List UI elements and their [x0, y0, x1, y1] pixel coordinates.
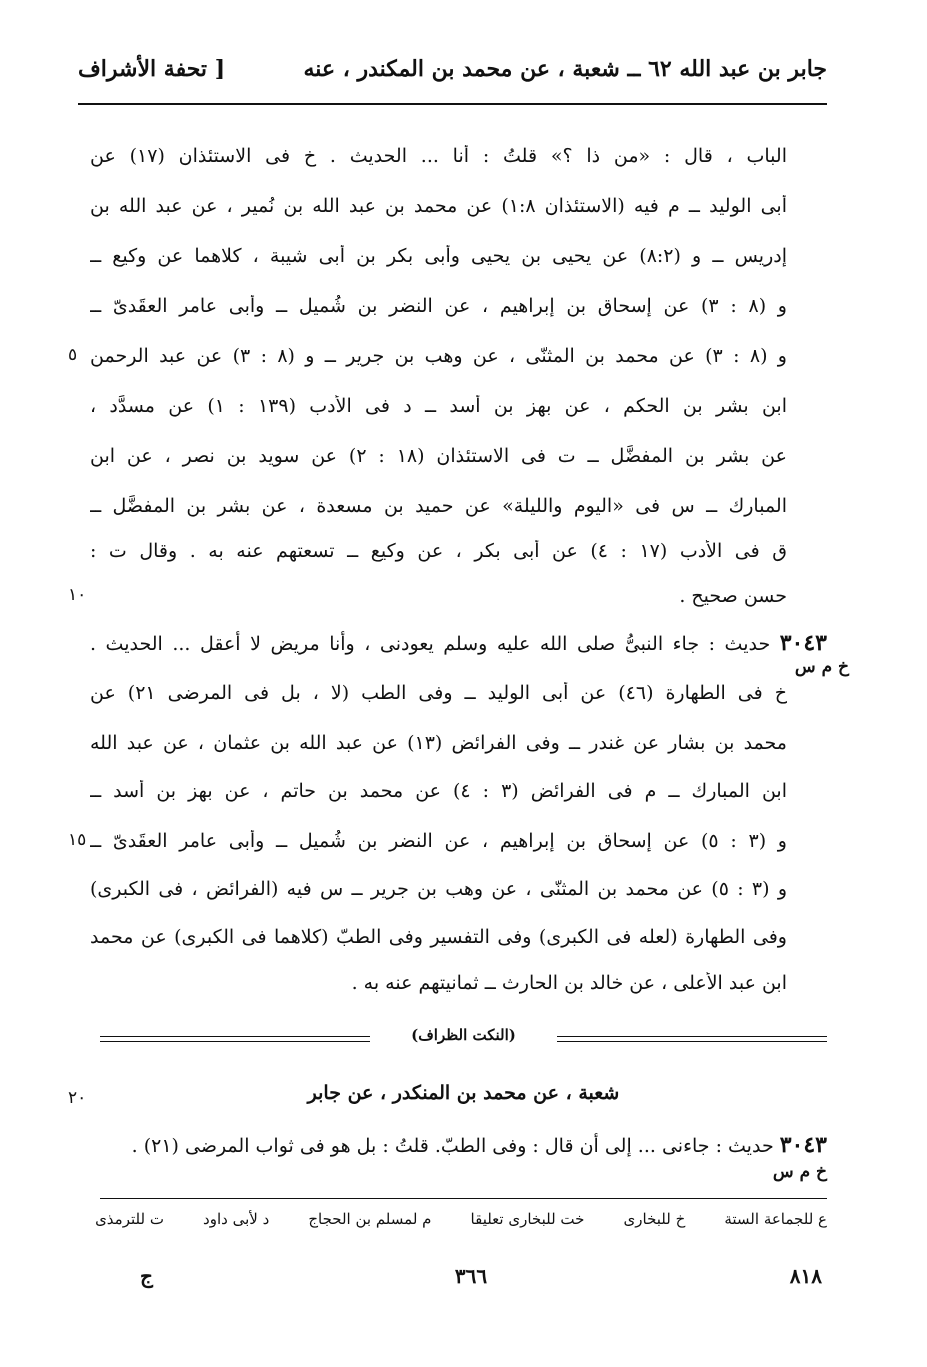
- section-divider: [100, 1026, 827, 1046]
- entry-number: ٣٠٤٣: [779, 630, 827, 656]
- text-line: و (٣ : ٥) عن إسحاق بن إبراهيم ، عن النضر بن شُميل ــ وأبى عامر العقَدىّ ــ: [90, 830, 787, 852]
- divider-rule: [557, 1036, 827, 1042]
- abbreviation-item: ت للترمذى: [95, 1210, 164, 1228]
- text-line: ابن بشر بن الحكم ، عن بهز بن أسد ــ د فى الأدب (١٣٩ : ١) عن مسدَّد ،: [90, 395, 787, 417]
- header-book-title: [ تحفة الأشراف: [78, 56, 226, 82]
- line-marker: ١٠: [68, 585, 87, 605]
- text-line: و (٨ : ٣) عن إسحاق بن إبراهيم ، عن النضر بن شُميل ــ وأبى عامر العقَدىّ ــ: [90, 295, 787, 317]
- abbreviation-item: م لمسلم بن الحجاج: [308, 1210, 432, 1228]
- page-footer: [120, 1264, 822, 1294]
- text-line: محمد بن بشار عن غندر ــ وفى الفرائض (١٣) عن عبد الله بن عثمان ، عن عبد الله: [90, 732, 787, 754]
- text-line: الباب ، قال : «من ذا ؟» قلتُ : أنا ... الحديث . خ فى الاستئذان (١٧) عن: [90, 145, 787, 167]
- text-line: ق فى الأدب (١٧ : ٤) عن أبى بكر ، عن وكيع ــ تسعتهم عنه به . وقال ت :: [90, 540, 787, 562]
- text-line: و (٨ : ٣) عن محمد بن المثنّى ، عن وهب بن جرير ــ و (٨ : ٣) عن عبد الرحمن: [90, 345, 787, 367]
- entry-note-text: حديث : جاءنى ... إلى أن قال : وفى الطبّ. قلتُ : بل هو فى ثواب المرضى (٢١) .: [131, 1135, 774, 1157]
- abbreviation-item: د لأبى داود: [203, 1210, 270, 1228]
- text-line: أبى الوليد ــ م فيه (الاستئذان ١:٨) عن محمد بن عبد الله بن نُمير ، عن عبد الله بن: [90, 195, 787, 217]
- line-marker: ٢٠: [68, 1088, 87, 1108]
- entry-heading-line: [90, 1132, 827, 1158]
- text-line: ابن المبارك ــ م فى الفرائض (٣ : ٤) عن محمد بن حاتم ، عن بهز بن أسد ــ: [90, 780, 787, 802]
- text-line: و (٣ : ٥) عن محمد بن المثنّى ، عن وهب بن جرير ــ س فيه (الفرائض ، فى الكبرى): [90, 878, 787, 900]
- abbreviation-item: خت للبخارى تعليقا: [470, 1210, 585, 1228]
- footnote-rule: [100, 1198, 827, 1199]
- section-label: (النكت الظراف): [411, 1026, 516, 1044]
- text-line: ابن عبد الأعلى ، عن خالد بن الحارث ــ ثمانيتهم عنه به .: [351, 972, 787, 994]
- entry-number: ٣٠٤٣: [779, 1132, 827, 1158]
- abbreviations-key: [95, 1210, 827, 1228]
- signature-mark: ج: [140, 1264, 153, 1288]
- entry-hadith-text: حديث : جاء النبىُّ صلى الله عليه وسلم يعودنى ، وأنا مريض لا أعقل ... الحديث .: [90, 633, 771, 655]
- entry-sigla: خ م س: [794, 657, 849, 677]
- line-marker: ٥: [68, 345, 78, 365]
- volume-page-number: ٣٦٦: [454, 1264, 488, 1288]
- header-main-title: جابر بن عبد الله ٦٢ ــ شعبة ، عن محمد بن المكندر ، عنه: [303, 56, 827, 82]
- running-header: [78, 50, 827, 100]
- entry-sigla: خ م س: [772, 1162, 827, 1182]
- text-line: المبارك ــ س فى «اليوم والليلة» عن حميد بن مسعدة ، عن بشر بن المفضَّل ــ: [90, 495, 787, 517]
- divider-rule: [100, 1036, 370, 1042]
- abbreviation-item: خ للبخارى: [623, 1210, 686, 1228]
- text-line: وفى الطهارة (لعله فى الكبرى) وفى التفسير وفى الطبّ (كلاهما فى الكبرى) عن محمد: [90, 926, 787, 948]
- line-marker: ١٥: [68, 830, 87, 850]
- header-rule: [78, 103, 827, 105]
- page-number: ٨١٨: [789, 1264, 822, 1288]
- chain-title: شعبة ، عن محمد بن المنكدر ، عن جابر: [307, 1082, 620, 1104]
- abbreviation-item: ع للجماعة الستة: [724, 1210, 827, 1228]
- text-line: عن بشر بن المفضَّل ــ ت فى الاستئذان (١٨ : ٢) عن سويد بن نصر ، عن ابن: [90, 445, 787, 467]
- text-line: إدريس ــ و (٨:٢) عن يحيى بن يحيى وأبى بكر بن أبى شيبة ، كلاهما عن وكيع ــ: [90, 245, 787, 267]
- entry-heading-line: [90, 630, 827, 656]
- text-line: حسن صحيح .: [679, 585, 787, 607]
- text-line: خ فى الطهارة (٤٦) عن أبى الوليد ــ وفى الطب (لا ، بل فى المرضى ٢١) عن: [90, 682, 787, 704]
